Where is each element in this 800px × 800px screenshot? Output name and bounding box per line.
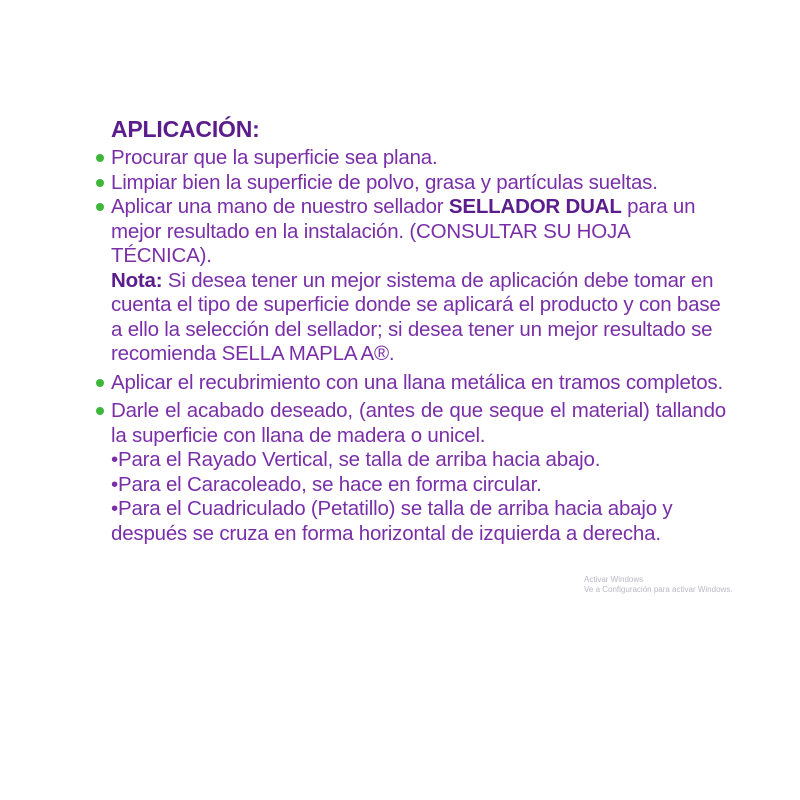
product-name: SELLADOR DUAL	[448, 195, 622, 218]
item-text: Darle el acabado deseado, (antes de que seque el material) tallando la superficie con llana de madera o unicel.	[111, 399, 726, 447]
list-item	[96, 399, 726, 448]
finish-option: •Para el Cuadriculado (Petatillo) se talla de arriba hacia abajo y después se cruza en forma horizontal de izquierda a derecha.	[111, 497, 673, 545]
watermark-line1: Activar Windows	[584, 575, 644, 584]
item-text: Procurar que la superficie sea plana.	[111, 146, 438, 169]
list-item	[96, 146, 726, 171]
item-text: Limpiar bien la superficie de polvo, grasa y partículas sueltas.	[111, 170, 658, 194]
list-item	[96, 371, 726, 396]
activate-windows-watermark	[584, 575, 733, 595]
watermark-line2: Ve a Configuración para activar Windows.	[584, 585, 733, 594]
item-text: Aplicar el recubrimiento con una llana metálica en tramos completos.	[111, 370, 723, 394]
bullet-dot-icon	[96, 203, 104, 211]
bullet-dot-icon	[96, 407, 104, 415]
list-item	[96, 195, 726, 269]
section-title: APLICACIÓN:	[111, 116, 260, 142]
note-label: Nota:	[111, 268, 163, 292]
note-paragraph	[96, 269, 726, 367]
application-instructions	[96, 114, 726, 546]
list-item	[96, 171, 726, 196]
bullet-dot-icon	[96, 154, 104, 162]
item-text: para un mejor resultado en la instalación. (CONSULTAR SU HOJA TÉCNICA).	[111, 195, 696, 267]
bullet-dot-icon	[96, 179, 104, 187]
finish-option: •Para el Rayado Vertical, se talla de arriba hacia abajo.	[111, 448, 601, 471]
finish-option: •Para el Caracoleado, se hace en forma circular.	[111, 472, 542, 496]
bullet-dot-icon	[96, 379, 104, 387]
note-text: Si desea tener un mejor sistema de aplicación debe tomar en cuenta el tipo de superficie donde se aplicará el producto y con base a ello la selección del sellador; si desea tener un mejor resultado se recomienda SELLA MAPLA A®.	[111, 268, 721, 365]
item-text: Aplicar una mano de nuestro sellador	[111, 195, 449, 218]
